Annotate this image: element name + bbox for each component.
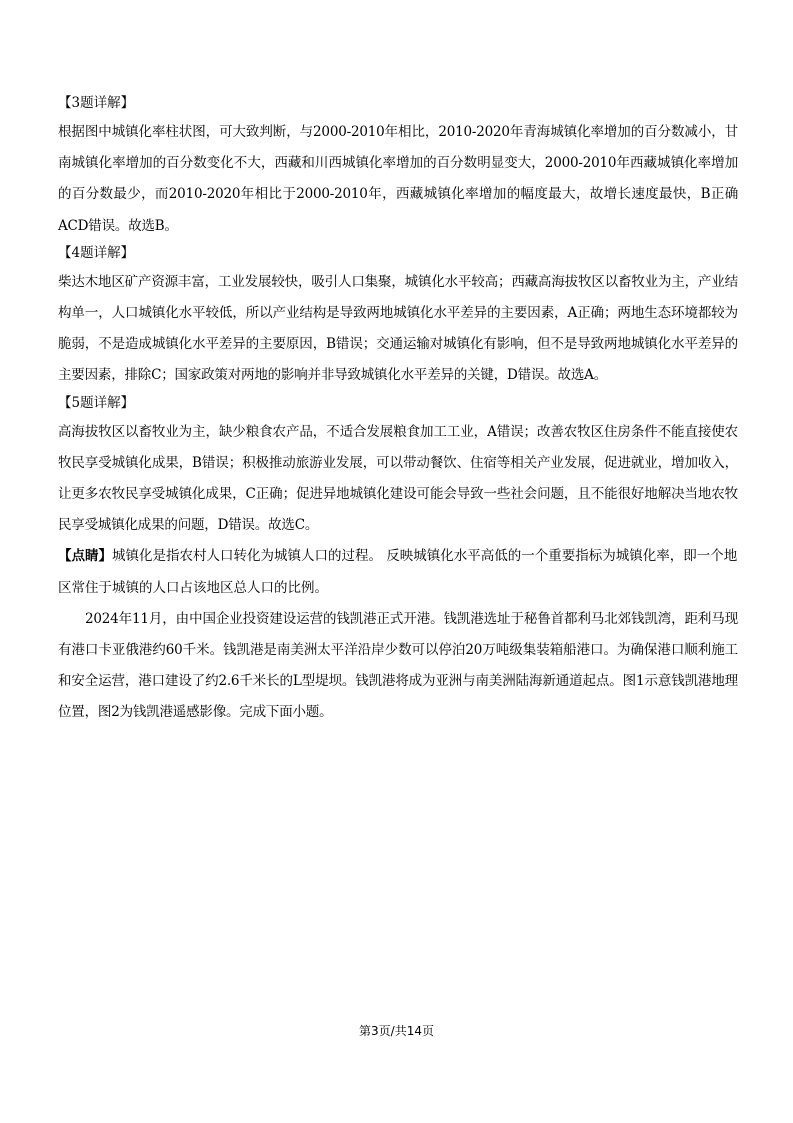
q4-explanation: 柴达木地区矿产资源丰富，工业发展较快，吸引人口集聚，城镇化水平较高；西藏高海拔牧区以畜牧业为主，产业结构单一，人口城镇化水平较低，所以产业结构是导致两地城镇化水平差异的主要因素，A正确；两地生态环境都较为脆弱，不是造成城镇化水平差异的主要原因，B错误；交通运输对城镇化有影响，但不是导致两地城镇化水平差异的主要因素，排除C；国家政策对两地的影响并非导致城镇化水平差异的关键，D错误。故选A。	[58, 273, 738, 384]
q5-heading: 【5题详解】	[58, 394, 135, 411]
q5-explanation: 高海拔牧区以畜牧业为主，缺少粮食农产品，不适合发展粮食加工工业，A错误；改善农牧区住房条件不能直接使农牧民享受城镇化成果，B错误；积极推动旅游业发展，可以带动餐饮、住宿等相关产业发展，促进就业，增加收入，让更多农牧民享受城镇化成果，C正确；促进异地城镇化建设可能会导致一些社会问题，且不能很好地解决当地农牧民享受城镇化成果的问题，D错误。故选C。	[58, 423, 738, 534]
question-intro: 2024年11月，由中国企业投资建设运营的钱凯港正式开港。钱凯港选址于秘鲁首都利马北郊钱凯湾，距利马现有港口卡亚俄港约60千米。钱凯港是南美洲太平洋沿岸少数可以停泊20万吨级集装箱船港口。为确保港口顺利施工和安全运营，港口建设了约2.6千米长的L型堤坝。钱凯港将成为亚洲与南美洲陆海新通道起点。图1示意钱凯港地理位置，图2为钱凯港遥感影像。完成下面小题。	[58, 610, 738, 721]
key-point	[58, 541, 738, 603]
document-body	[58, 92, 738, 729]
q3-explanation: 根据图中城镇化率柱状图，可大致判断，与2000-2010年相比，2010-2020年青海城镇化率增加的百分数减小，甘南城镇化率增加的百分数变化不大，西藏和川西城镇化率增加的百分数明显变大，2000-2010年西藏城镇化率增加的百分数最少，而2010-2020年相比于2000-2010年，西藏城镇化率增加的幅度最大，故增长速度最快，B正确ACD错误。故选B。	[58, 124, 738, 234]
q3-heading: 【3题详解】	[58, 95, 135, 111]
q4-heading: 【4题详解】	[58, 244, 135, 261]
key-point-label: 【点睛】	[58, 548, 112, 565]
page-number: 第3页/共14页	[359, 1024, 434, 1038]
key-point-text: 城镇化是指农村人口转化为城镇人口的过程。 反映城镇化水平高低的一个重要指标为城镇化率，即一个地区常住于城镇的人口占该地区总人口的比例。	[58, 548, 738, 596]
